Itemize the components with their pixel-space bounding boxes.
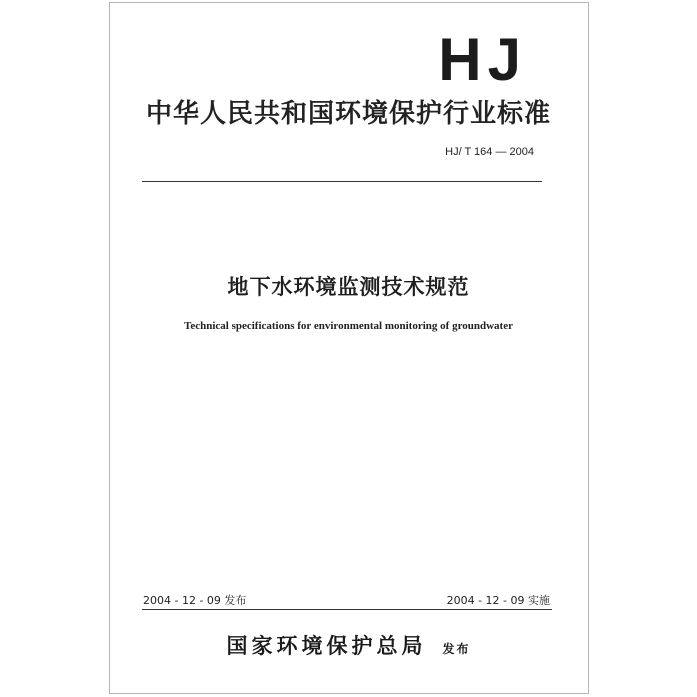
footer-divider <box>142 609 552 610</box>
implementation-date: 2004 - 12 - 09 实施 <box>446 594 550 607</box>
issue-date: 2004 - 12 - 09 发布 <box>143 594 247 607</box>
publish-label: 发布 <box>442 642 471 656</box>
hj-logo: HJ <box>438 26 527 93</box>
standard-category-title: 中华人民共和国环境保护行业标准 <box>145 99 551 129</box>
publisher-name: 国家环境保护总局 <box>226 633 427 658</box>
publisher-line <box>0 630 697 660</box>
document-title-english: Technical specifications for environmental monitoring of groundwater <box>184 320 513 332</box>
header-divider <box>142 181 542 182</box>
document-title-chinese: 地下水环境监测技术规范 <box>227 275 470 299</box>
standard-number: HJ/ T 164 — 2004 <box>445 146 534 158</box>
